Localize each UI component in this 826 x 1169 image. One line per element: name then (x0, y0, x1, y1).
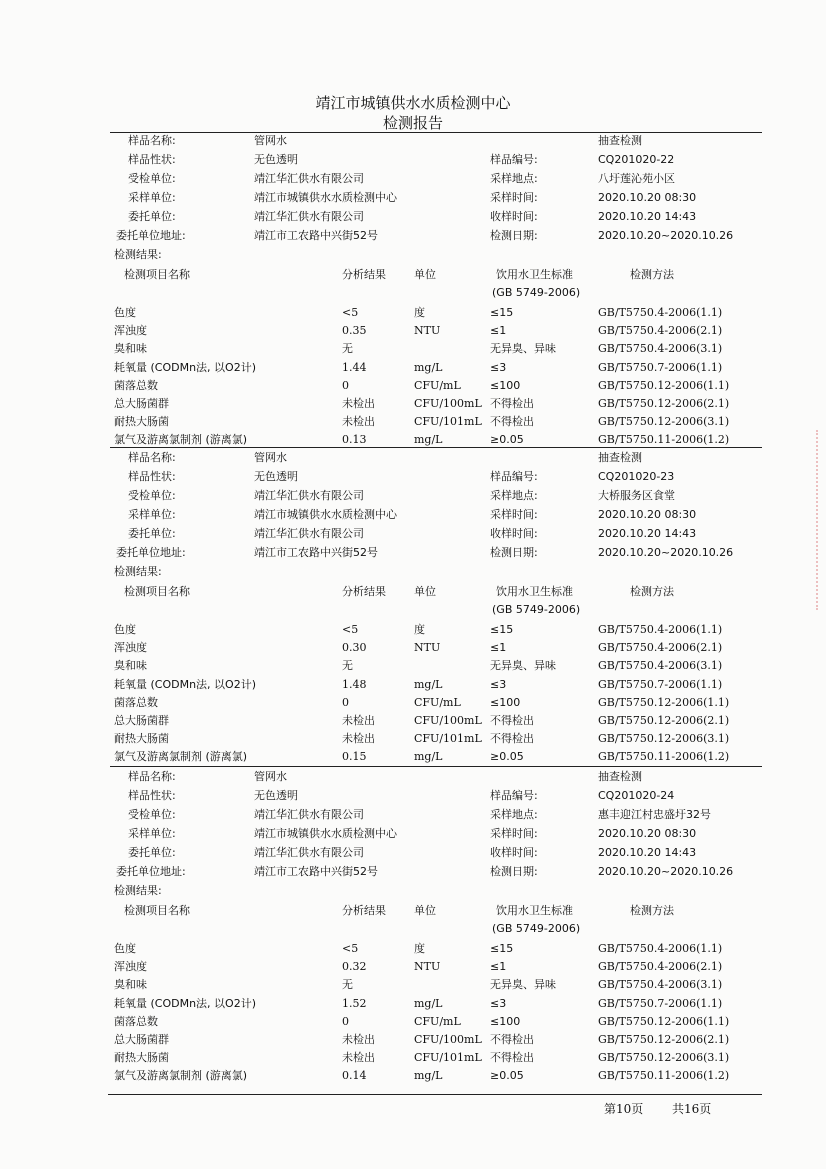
item-method: GB/T5750.7-2006(1.1) (598, 677, 723, 691)
results-heading: 检测结果: (114, 248, 162, 261)
results-heading: 检测结果: (114, 565, 162, 578)
label-sample-name: 样品名称: (128, 770, 176, 783)
item-standard: ≥0.05 (490, 750, 524, 764)
item-unit: NTU (414, 960, 441, 974)
label-inspected-unit: 受检单位: (128, 808, 176, 821)
col-result: 分析结果 (342, 904, 386, 917)
label-sampling-time: 采样时间: (490, 191, 538, 204)
item-method: GB/T5750.4-2006(3.1) (598, 978, 723, 992)
item-standard: 不得检出 (490, 1051, 534, 1065)
col-result: 分析结果 (342, 585, 386, 598)
item-method: GB/T5750.4-2006(1.1) (598, 623, 723, 636)
value-sampler: 靖江市城镇供水水质检测中心 (254, 191, 397, 204)
item-unit: mg/L (414, 433, 443, 447)
label-sample-state: 样品性状: (128, 153, 176, 166)
item-standard: ≤15 (490, 942, 514, 955)
item-name: 耗氧量 (CODMn法, 以O2计) (114, 360, 257, 374)
col-method: 检测方法 (630, 585, 674, 598)
header-rule (110, 132, 762, 133)
item-method: GB/T5750.4-2006(3.1) (598, 659, 723, 673)
item-method: GB/T5750.4-2006(2.1) (598, 324, 723, 338)
label-sample-state: 样品性状: (128, 789, 176, 802)
item-unit: 度 (414, 942, 425, 955)
item-unit: 度 (414, 623, 425, 636)
item-name: 总大肠菌群 (114, 1033, 169, 1046)
value-sampling-time: 2020.10.20 08:30 (598, 191, 697, 204)
item-standard: ≤15 (490, 623, 514, 636)
value-name: 管网水 (254, 134, 287, 147)
value-client: 靖江华汇供水有限公司 (254, 846, 364, 859)
item-result: 未检出 (342, 397, 375, 410)
item-unit: CFU/101mL (414, 415, 482, 429)
results-heading: 检测结果: (114, 884, 162, 897)
item-method: GB/T5750.4-2006(1.1) (598, 942, 723, 955)
label-sample-no: 样品编号: (490, 470, 538, 483)
label-test-date: 检测日期: (490, 865, 538, 878)
item-result: <5 (342, 623, 359, 636)
item-result: <5 (342, 942, 359, 955)
item-result: 无 (342, 659, 353, 673)
item-standard: 无异臭、异味 (490, 659, 556, 673)
footer-rule (108, 1094, 762, 1095)
item-result: 0.30 (342, 641, 367, 655)
item-unit: mg/L (414, 996, 443, 1010)
item-unit: 度 (414, 306, 425, 319)
value-inspected: 靖江华汇供水有限公司 (254, 172, 364, 185)
item-standard: ≤1 (490, 324, 507, 338)
label-test-date: 检测日期: (490, 229, 538, 242)
item-result: 0 (342, 378, 349, 392)
item-name: 浑浊度 (114, 960, 147, 974)
item-name: 色度 (114, 623, 136, 636)
value-address: 靖江市工农路中兴街52号 (254, 865, 378, 878)
report-title: 检测报告 (382, 114, 443, 132)
item-unit: CFU/100mL (414, 1033, 482, 1046)
col-standard: 饮用水卫生标准 (496, 268, 573, 281)
item-method: GB/T5750.4-2006(2.1) (598, 641, 723, 655)
item-unit: CFU/101mL (414, 1051, 482, 1065)
item-name: 耐热大肠菌 (114, 732, 169, 746)
col-method: 检测方法 (630, 268, 674, 281)
label-sampling-site: 采样地点: (490, 172, 538, 185)
value-sampler: 靖江市城镇供水水质检测中心 (254, 508, 397, 521)
label-sample-no: 样品编号: (490, 789, 538, 802)
item-name: 菌落总数 (114, 695, 158, 709)
item-method: GB/T5750.12-2006(2.1) (598, 397, 730, 410)
item-standard: ≤3 (490, 360, 507, 374)
item-method: GB/T5750.12-2006(1.1) (598, 378, 730, 392)
col-item-name: 检测项目名称 (124, 585, 190, 598)
item-method: GB/T5750.7-2006(1.1) (598, 360, 723, 374)
item-standard: ≤1 (490, 960, 507, 974)
item-result: 1.52 (342, 996, 367, 1010)
value-test-date: 2020.10.20~2020.10.26 (598, 546, 734, 559)
value-nature: 抽查检测 (598, 134, 642, 147)
item-standard: 不得检出 (490, 1033, 534, 1046)
label-sample-state: 样品性状: (128, 470, 176, 483)
item-standard: ≤3 (490, 996, 507, 1010)
label-client-address: 委托单位地址: (116, 865, 186, 878)
label-client-unit: 委托单位: (128, 210, 176, 223)
label-sampling-unit: 采样单位: (128, 191, 176, 204)
item-name: 总大肠菌群 (114, 397, 169, 410)
value-client: 靖江华汇供水有限公司 (254, 527, 364, 540)
value-name: 管网水 (254, 770, 287, 783)
value-sampling-time: 2020.10.20 08:30 (598, 827, 697, 840)
label-receive-time: 收样时间: (490, 846, 538, 859)
value-sampling-time: 2020.10.20 08:30 (598, 508, 697, 521)
value-inspected: 靖江华汇供水有限公司 (254, 489, 364, 502)
item-standard: ≤3 (490, 677, 507, 691)
item-method: GB/T5750.12-2006(1.1) (598, 1014, 730, 1028)
item-result: <5 (342, 306, 359, 319)
label-sampling-site: 采样地点: (490, 489, 538, 502)
item-method: GB/T5750.4-2006(3.1) (598, 342, 723, 356)
value-nature: 抽查检测 (598, 770, 642, 783)
item-result: 未检出 (342, 1033, 375, 1046)
item-method: GB/T5750.4-2006(1.1) (598, 306, 723, 319)
value-no: CQ201020-23 (598, 470, 675, 483)
item-method: GB/T5750.12-2006(3.1) (598, 415, 730, 429)
item-name: 氯气及游离氯制剂 (游离氯) (114, 1069, 248, 1083)
label-client-address: 委托单位地址: (116, 546, 186, 559)
item-unit: mg/L (414, 750, 443, 764)
col-standard-sub: (GB 5749-2006) (492, 603, 581, 616)
item-standard: ≥0.05 (490, 1069, 524, 1083)
item-standard: 无异臭、异味 (490, 978, 556, 992)
value-nature: 抽查检测 (598, 451, 642, 464)
item-result: 0.13 (342, 433, 367, 447)
item-method: GB/T5750.12-2006(3.1) (598, 1051, 730, 1065)
value-name: 管网水 (254, 451, 287, 464)
value-receive-time: 2020.10.20 14:43 (598, 210, 697, 223)
item-result: 0.35 (342, 324, 367, 338)
item-result: 无 (342, 342, 353, 356)
item-result: 0 (342, 1014, 349, 1028)
report-org-title: 靖江市城镇供水水质检测中心 (315, 94, 511, 112)
item-name: 色度 (114, 306, 136, 319)
item-method: GB/T5750.4-2006(2.1) (598, 960, 723, 974)
item-unit: CFU/mL (414, 378, 461, 392)
item-result: 0.14 (342, 1069, 367, 1083)
item-unit: CFU/100mL (414, 714, 482, 727)
label-sample-name: 样品名称: (128, 134, 176, 147)
item-standard: 不得检出 (490, 732, 534, 746)
value-no: CQ201020-24 (598, 789, 675, 802)
item-name: 臭和味 (114, 659, 147, 673)
item-standard: ≤100 (490, 695, 521, 709)
col-standard: 饮用水卫生标准 (496, 904, 573, 917)
item-unit: NTU (414, 641, 441, 655)
label-sampling-time: 采样时间: (490, 508, 538, 521)
label-sample-name: 样品名称: (128, 451, 176, 464)
page-number: 第10页 (604, 1102, 644, 1116)
item-method: GB/T5750.12-2006(2.1) (598, 714, 730, 727)
item-result: 无 (342, 978, 353, 992)
value-site: 八圩莲沁苑小区 (598, 172, 675, 185)
item-method: GB/T5750.11-2006(1.2) (598, 750, 730, 764)
item-unit: CFU/mL (414, 1014, 461, 1028)
item-name: 氯气及游离氯制剂 (游离氯) (114, 750, 248, 764)
sample-separator (110, 447, 762, 448)
value-state: 无色透明 (254, 153, 298, 166)
item-unit: mg/L (414, 677, 443, 691)
value-client: 靖江华汇供水有限公司 (254, 210, 364, 223)
label-sampling-unit: 采样单位: (128, 508, 176, 521)
col-standard-sub: (GB 5749-2006) (492, 922, 581, 935)
item-unit: CFU/100mL (414, 397, 482, 410)
item-name: 臭和味 (114, 978, 147, 992)
item-standard: ≤100 (490, 378, 521, 392)
seal-edge (816, 430, 826, 610)
item-result: 未检出 (342, 1051, 375, 1065)
item-name: 总大肠菌群 (114, 714, 169, 727)
col-standard: 饮用水卫生标准 (496, 585, 573, 598)
label-sample-no: 样品编号: (490, 153, 538, 166)
label-client-unit: 委托单位: (128, 527, 176, 540)
item-standard: 不得检出 (490, 397, 534, 410)
label-inspected-unit: 受检单位: (128, 489, 176, 502)
item-standard: ≤15 (490, 306, 514, 319)
label-client-unit: 委托单位: (128, 846, 176, 859)
item-result: 0 (342, 695, 349, 709)
value-inspected: 靖江华汇供水有限公司 (254, 808, 364, 821)
item-method: GB/T5750.11-2006(1.2) (598, 1069, 730, 1083)
item-name: 耗氧量 (CODMn法, 以O2计) (114, 996, 257, 1010)
item-name: 菌落总数 (114, 378, 158, 392)
item-result: 未检出 (342, 415, 375, 429)
col-item-name: 检测项目名称 (124, 268, 190, 281)
item-standard: ≤1 (490, 641, 507, 655)
label-client-address: 委托单位地址: (116, 229, 186, 242)
value-test-date: 2020.10.20~2020.10.26 (598, 229, 734, 242)
item-name: 耗氧量 (CODMn法, 以O2计) (114, 677, 257, 691)
col-result: 分析结果 (342, 268, 386, 281)
item-result: 0.32 (342, 960, 367, 974)
item-result: 1.44 (342, 360, 367, 374)
item-result: 1.48 (342, 677, 367, 691)
item-method: GB/T5750.12-2006(2.1) (598, 1033, 730, 1046)
col-standard-sub: (GB 5749-2006) (492, 286, 581, 299)
item-unit: NTU (414, 324, 441, 338)
item-name: 色度 (114, 942, 136, 955)
value-receive-time: 2020.10.20 14:43 (598, 846, 697, 859)
col-unit: 单位 (414, 268, 436, 281)
item-standard: ≤100 (490, 1014, 521, 1028)
value-test-date: 2020.10.20~2020.10.26 (598, 865, 734, 878)
item-result: 未检出 (342, 732, 375, 746)
item-method: GB/T5750.12-2006(3.1) (598, 732, 730, 746)
item-unit: CFU/101mL (414, 732, 482, 746)
item-standard: ≥0.05 (490, 433, 524, 447)
item-name: 耐热大肠菌 (114, 415, 169, 429)
value-site: 惠丰迎江村忠盛圩32号 (598, 808, 711, 821)
item-unit: mg/L (414, 1069, 443, 1083)
value-state: 无色透明 (254, 789, 298, 802)
value-no: CQ201020-22 (598, 153, 675, 166)
item-unit: mg/L (414, 360, 443, 374)
item-method: GB/T5750.11-2006(1.2) (598, 433, 730, 447)
col-unit: 单位 (414, 585, 436, 598)
col-item-name: 检测项目名称 (124, 904, 190, 917)
value-address: 靖江市工农路中兴街52号 (254, 229, 378, 242)
label-test-date: 检测日期: (490, 546, 538, 559)
label-receive-time: 收样时间: (490, 210, 538, 223)
item-method: GB/T5750.12-2006(1.1) (598, 695, 730, 709)
item-method: GB/T5750.7-2006(1.1) (598, 996, 723, 1010)
item-name: 浑浊度 (114, 324, 147, 338)
value-address: 靖江市工农路中兴街52号 (254, 546, 378, 559)
item-name: 浑浊度 (114, 641, 147, 655)
value-state: 无色透明 (254, 470, 298, 483)
value-sampler: 靖江市城镇供水水质检测中心 (254, 827, 397, 840)
col-unit: 单位 (414, 904, 436, 917)
label-receive-time: 收样时间: (490, 527, 538, 540)
item-name: 臭和味 (114, 342, 147, 356)
item-unit: CFU/mL (414, 695, 461, 709)
item-name: 菌落总数 (114, 1014, 158, 1028)
label-inspected-unit: 受检单位: (128, 172, 176, 185)
label-sampling-unit: 采样单位: (128, 827, 176, 840)
item-standard: 不得检出 (490, 415, 534, 429)
value-receive-time: 2020.10.20 14:43 (598, 527, 697, 540)
label-sampling-time: 采样时间: (490, 827, 538, 840)
item-name: 氯气及游离氯制剂 (游离氯) (114, 433, 248, 447)
col-method: 检测方法 (630, 904, 674, 917)
value-site: 大桥服务区食堂 (598, 489, 675, 502)
sample-separator (110, 766, 762, 767)
item-result: 0.15 (342, 750, 367, 764)
item-name: 耐热大肠菌 (114, 1051, 169, 1065)
item-standard: 不得检出 (490, 714, 534, 727)
item-result: 未检出 (342, 714, 375, 727)
page-total: 共16页 (672, 1102, 712, 1116)
item-standard: 无异臭、异味 (490, 342, 556, 356)
label-sampling-site: 采样地点: (490, 808, 538, 821)
